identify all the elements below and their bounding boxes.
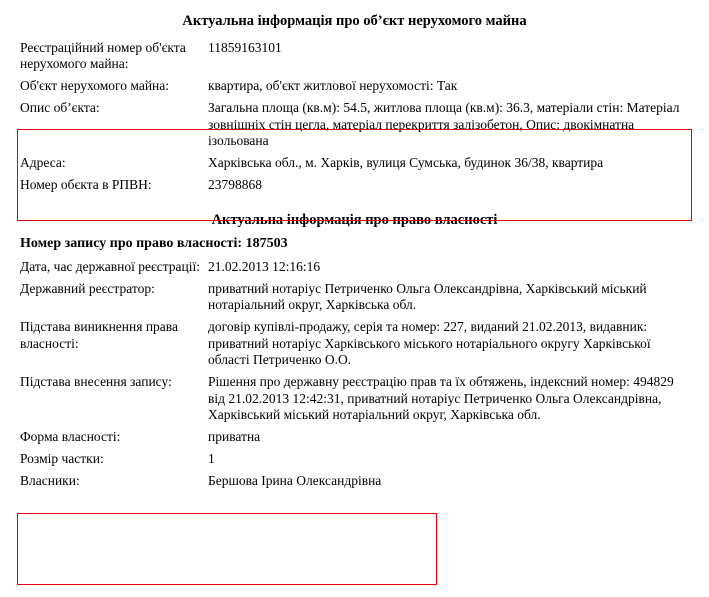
section-title-ownership: Актуальна інформація про право власності [211, 212, 498, 229]
ownership-record-number: Номер запису про право власності: 187503 [20, 235, 288, 251]
row-value: договір купівлі-продажу, серія та номер: 227, виданий 21.02.2013, видавник: приватний нотаріус Харківського міського нотаріального округу Харківської області Петриченко О.О. [208, 319, 651, 368]
row-value: Харківська обл., м. Харків, вулиця Сумська, будинок 36/38, квартира [208, 154, 604, 170]
row-value: Бершова Ірина Олександрівна [208, 473, 382, 489]
table-row [20, 77, 689, 99]
row-value: 21.02.2013 12:16:16 [208, 259, 321, 274]
row-label: Номер обєкта в РПВН: [20, 176, 152, 192]
row-label: Адреса: [20, 154, 66, 170]
table-row [20, 373, 689, 428]
table-row [20, 175, 689, 197]
row-label: Реєстраційний номер об'єкта нерухомого майна: [20, 39, 186, 72]
row-value: приватна [208, 429, 261, 445]
table-row [20, 428, 689, 450]
row-value: 11859163101 [208, 39, 282, 55]
row-label: Власники: [20, 473, 80, 489]
property-info-table [20, 38, 689, 197]
row-value: 23798868 [208, 176, 262, 192]
row-value: Загальна площа (кв.м): 54.5, житлова площа (кв.м): 36.3, матеріали стін: Матеріал зовнішніх стін цегла, матеріал перекриття залізобетон, Опис: двокімнатна ізольована [208, 100, 680, 148]
table-row [20, 318, 689, 373]
table-row [20, 279, 689, 317]
row-value: приватний нотаріус Петриченко Ольга Олександрівна, Харківський міський нотаріальний округ, Харківська обл. [208, 280, 647, 313]
table-row [20, 38, 689, 76]
row-label: Розмір частки: [20, 451, 104, 467]
row-value: 1 [208, 451, 215, 467]
highlight-box-ownership [17, 513, 437, 585]
table-row [20, 450, 689, 472]
row-label: Дата, час державної реєстрації: [20, 259, 201, 274]
table-row [20, 153, 689, 175]
ownership-info-table [20, 258, 689, 494]
row-value: квартира, об'єкт житлової нерухомості: Так [208, 78, 458, 94]
row-value: Рішення про державну реєстрацію прав та їх обтяжень, індексний номер: 494829 від 21.02.2013 12:42:31, приватний нотаріус Петриченко Ольга Олександрівна, Харківський міський нотаріальний округ, Харківська обл. [208, 374, 674, 423]
row-label: Державний реєстратор: [20, 280, 155, 296]
section-title-property: Актуальна інформація про об’єкт нерухомого майна [182, 13, 527, 29]
row-label: Підстава виникнення права власності: [20, 319, 178, 351]
row-label: Об'єкт нерухомого майна: [20, 78, 170, 94]
row-label: Підстава внесення запису: [20, 374, 172, 390]
table-row [20, 472, 689, 494]
row-label: Опис об’єкта: [20, 100, 100, 116]
table-row [20, 99, 689, 154]
row-label: Форма власності: [20, 429, 121, 445]
table-row [20, 258, 689, 280]
